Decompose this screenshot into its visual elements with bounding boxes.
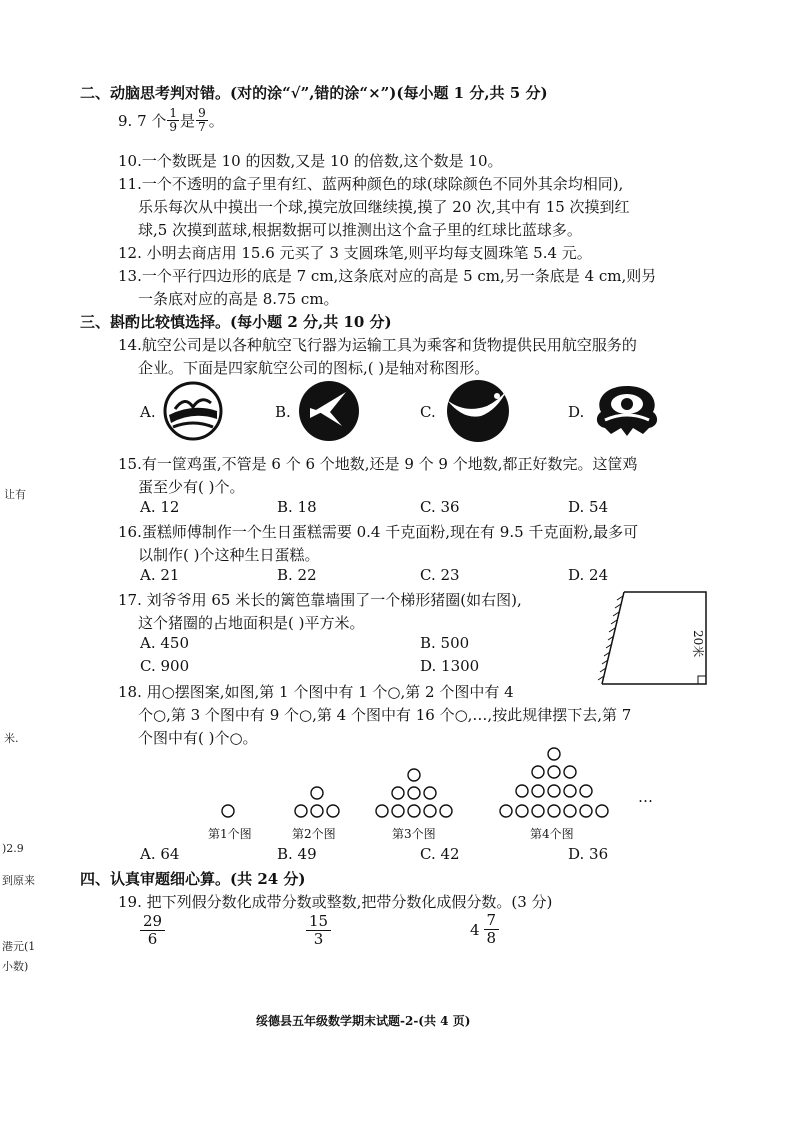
numerator: 9 <box>198 106 206 120</box>
airline-logo-b-icon <box>298 380 360 442</box>
whole-part: 4 <box>470 920 480 939</box>
circle-dot <box>424 787 436 799</box>
option-a: A. 64 <box>140 845 180 863</box>
question-13-line: 13.一个平行四边形的底是 7 cm,这条底对应的高是 5 cm,另一条底是 4 cm,则另 <box>118 267 657 285</box>
circle-dot <box>548 785 560 797</box>
fraction-item <box>140 912 165 948</box>
circle-dot <box>564 805 576 817</box>
option-d: D. 24 <box>568 566 609 584</box>
question-13-line: 一条底对应的高是 8.75 cm。 <box>138 290 339 308</box>
airline-logo-a-icon <box>163 381 223 441</box>
airline-logo-d-icon <box>591 382 663 440</box>
question-11-line: 球,5 次摸到蓝球,根据数据可以推测出这个盒子里的红球比蓝球多。 <box>138 221 582 239</box>
circle-dot <box>500 805 512 817</box>
circle-dot <box>311 805 323 817</box>
option-a-label: A. <box>140 403 156 421</box>
circle-dot <box>392 787 404 799</box>
numerator: 7 <box>484 912 500 930</box>
circle-dot <box>532 766 544 778</box>
circle-dot <box>580 805 592 817</box>
q9-prefix: 9. 7 个 <box>118 112 167 130</box>
option-d-label: D. <box>568 403 585 421</box>
option-c: C. 42 <box>420 845 460 863</box>
question-15-line: 蛋至少有( )个。 <box>138 478 245 496</box>
q9-suffix: 。 <box>208 112 224 130</box>
option-c: C. 900 <box>140 657 190 675</box>
circle-dot <box>327 805 339 817</box>
denominator: 7 <box>198 120 206 134</box>
pattern-ellipsis: … <box>638 788 653 806</box>
option-a: A. 12 <box>140 498 180 516</box>
question-11-line: 11.一个不透明的盒子里有红、蓝两种颜色的球(球除颜色不同外其余均相同), <box>118 175 624 193</box>
circle-dot <box>548 766 560 778</box>
circle-dot <box>311 787 323 799</box>
margin-note: 到原来 <box>2 874 35 887</box>
question-16-line: 16.蛋糕师傅制作一个生日蛋糕需要 0.4 千克面粉,现在有 9.5 千克面粉,最多可 <box>118 523 639 541</box>
option-d: D. 54 <box>568 498 609 516</box>
circle-dot <box>408 805 420 817</box>
circle-dot <box>548 748 560 760</box>
page-footer: 绥德县五年级数学期末试题-2-(共 4 页) <box>256 1014 471 1028</box>
q9-mid: 是 <box>180 112 196 130</box>
circle-dot <box>516 785 528 797</box>
numerator: 15 <box>306 913 331 931</box>
question-16-line: 以制作( )个这种生日蛋糕。 <box>138 546 320 564</box>
margin-note: )2.9 <box>2 842 24 855</box>
question-18-line: 个○,第 3 个图中有 9 个○,第 4 个图中有 16 个○,…,按此规律摆下去,第 7 <box>138 706 632 724</box>
circle-dot <box>424 805 436 817</box>
margin-note: 米. <box>4 732 19 745</box>
question-14-line: 企业。下面是四家航空公司的图标,( )是轴对称图形。 <box>138 359 490 377</box>
margin-note: 小数) <box>2 960 29 973</box>
circle-dot <box>222 805 234 817</box>
numerator: 29 <box>140 913 165 931</box>
figure-label-20m: 20米 <box>691 630 705 658</box>
question-12: 12. 小明去商店用 15.6 元买了 3 支圆珠笔,则平均每支圆珠笔 5.4 元。 <box>118 244 592 262</box>
option-c: C. 23 <box>420 566 460 584</box>
fraction <box>196 107 208 134</box>
question-17-line: 这个猪圈的占地面积是( )平方米。 <box>138 614 365 632</box>
circle-dot <box>516 805 528 817</box>
option-c: C. 36 <box>420 498 460 516</box>
circle-dot <box>548 805 560 817</box>
question-9 <box>118 107 224 134</box>
figure-caption: 第1个图 <box>208 827 252 841</box>
section3-title: 三、斟酌比较慎选择。(每小题 2 分,共 10 分) <box>80 313 392 331</box>
margin-note: 港元(1 <box>2 940 36 953</box>
circle-dot <box>376 805 388 817</box>
fraction <box>167 107 179 134</box>
denominator: 3 <box>313 930 324 948</box>
question-11-line: 乐乐每次从中摸出一个球,摸完放回继续摸,摸了 20 次,其中有 15 次摸到红 <box>138 198 630 216</box>
question-10: 10.一个数既是 10 的因数,又是 10 的倍数,这个数是 10。 <box>118 152 503 170</box>
circle-dot <box>580 785 592 797</box>
denominator: 6 <box>147 930 158 948</box>
airline-logo-c-icon <box>445 378 511 444</box>
margin-note: 让有 <box>4 488 26 501</box>
fraction-item <box>306 912 331 948</box>
question-15-line: 15.有一筐鸡蛋,不管是 6 个 6 个地数,还是 9 个 9 个地数,都正好数完。这筐鸡 <box>118 455 638 473</box>
question-18-line: 18. 用○摆图案,如图,第 1 个图中有 1 个○,第 2 个图中有 4 <box>118 683 514 701</box>
circle-dot <box>408 769 420 781</box>
option-d: D. 36 <box>568 845 609 863</box>
circle-dot <box>440 805 452 817</box>
figure-caption: 第4个图 <box>530 827 574 841</box>
circle-dot <box>392 805 404 817</box>
section2-title: 二、动脑思考判对错。(对的涂“√”,错的涂“×”)(每小题 1 分,共 5 分) <box>80 84 548 102</box>
circle-dot <box>532 785 544 797</box>
question-19: 19. 把下列假分数化成带分数或整数,把带分数化成假分数。(3 分) <box>118 893 553 911</box>
section4-title: 四、认真审题细心算。(共 24 分) <box>80 870 306 888</box>
circle-pattern-figure <box>200 740 660 820</box>
circle-dot <box>532 805 544 817</box>
mixed-number-item <box>470 912 499 947</box>
circle-dot <box>564 766 576 778</box>
figure-caption: 第3个图 <box>392 827 436 841</box>
question-14-line: 14.航空公司是以各种航空飞行器为运输工具为乘客和货物提供民用航空服务的 <box>118 336 637 354</box>
question-18-line: 个图中有( )个○。 <box>138 729 258 747</box>
question-17-line: 17. 刘爷爷用 65 米长的篱笆靠墙围了一个梯形猪圈(如右图), <box>118 591 522 609</box>
option-b-label: B. <box>275 403 291 421</box>
figure-caption: 第2个图 <box>292 827 336 841</box>
option-b: B. 18 <box>277 498 317 516</box>
option-c-label: C. <box>420 403 436 421</box>
circle-dot <box>295 805 307 817</box>
circle-dot <box>564 785 576 797</box>
option-b: B. 49 <box>277 845 317 863</box>
option-a: A. 450 <box>140 634 189 652</box>
option-b: B. 500 <box>420 634 470 652</box>
option-b: B. 22 <box>277 566 317 584</box>
circle-dot <box>408 787 420 799</box>
option-d: D. 1300 <box>420 657 480 675</box>
option-a: A. 21 <box>140 566 180 584</box>
circle-dot <box>596 805 608 817</box>
numerator: 1 <box>169 106 178 120</box>
denominator: 8 <box>486 929 497 947</box>
denominator: 9 <box>169 120 178 134</box>
